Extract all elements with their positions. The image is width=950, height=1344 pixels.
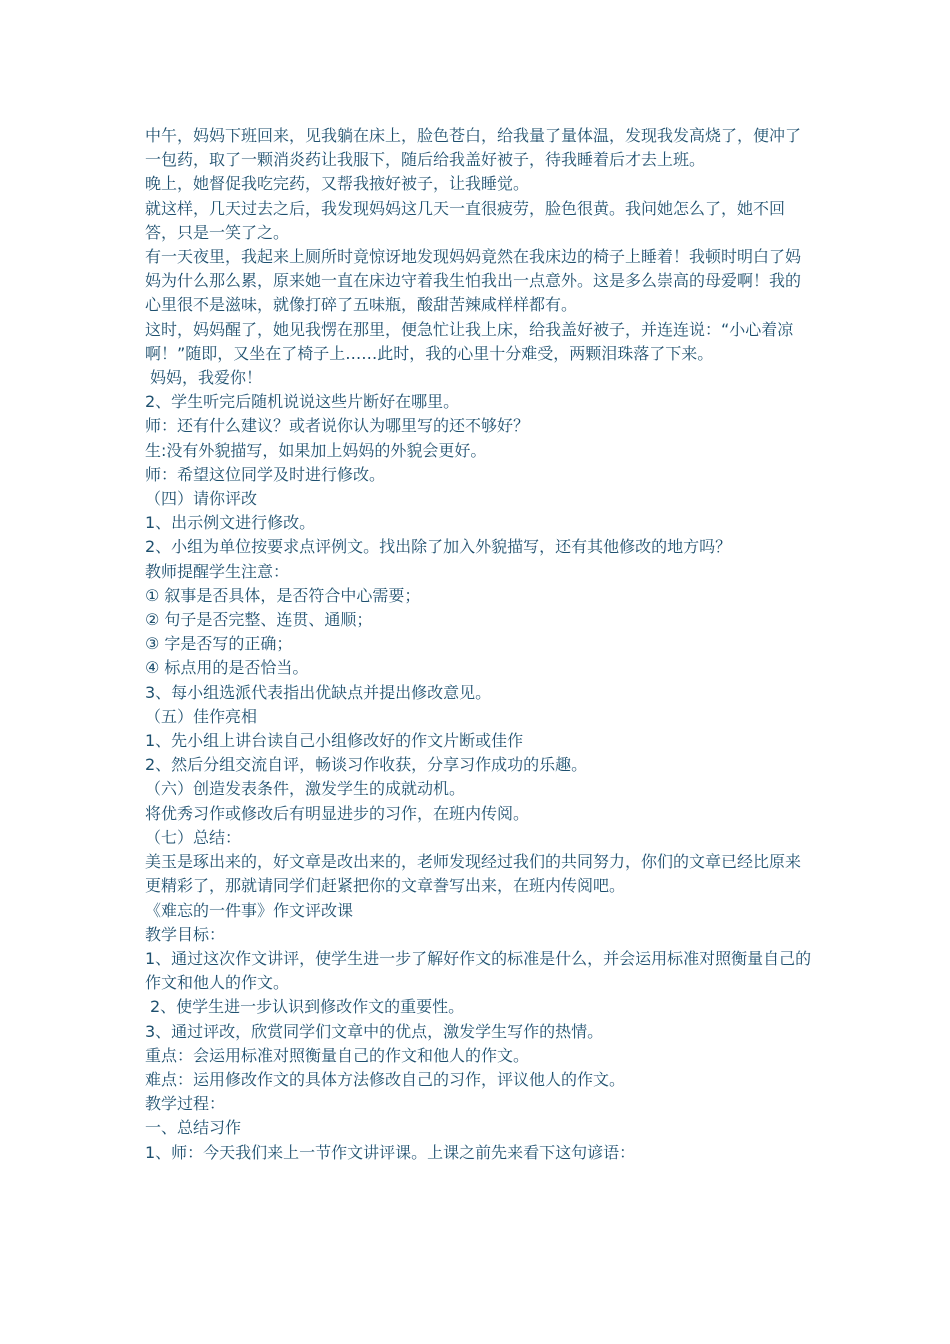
- section-heading: （七）总结：: [145, 827, 242, 847]
- section-heading: （五）佳作亮相: [145, 706, 258, 726]
- paragraph: 2、然后分组交流自评，畅谈习作收获，分享习作成功的乐趣。: [145, 755, 588, 775]
- paragraph: 美玉是琢出来的，好文章是改出来的，老师发现经过我们的共同努力，你们的文章已经比原来更精彩了，那就请同学们赶紧把你的文章誊写出来，在班内传阅吧。: [145, 852, 802, 896]
- paragraph: 有一天夜里，我起来上厕所时竟惊讶地发现妈妈竟然在我床边的椅子上睡着！我顿时明白了妈妈为什么那么累，原来她一直在床边守着我生怕我出一点意外。这是多么崇高的母爱啊！我的心里很不是滋味，就像打碎了五味瓶，酸甜苦辣咸样样都有。: [145, 247, 802, 315]
- paragraph: 教师提醒学生注意：: [145, 561, 290, 581]
- paragraph: 生:没有外貌描写，如果加上妈妈的外貌会更好。: [145, 440, 487, 460]
- list-item: ③ 字是否写的正确；: [145, 634, 293, 654]
- paragraph: 2、学生听完后随机说说这些片断好在哪里。: [145, 392, 460, 412]
- paragraph: 1、通过这次作文讲评，使学生进一步了解好作文的标准是什么，并会运用标准对照衡量自己的作文和他人的作文。: [145, 948, 812, 993]
- paragraph: 这时，妈妈醒了，她见我愣在那里，便急忙让我上床，给我盖好被子，并连连说：“小心着凉啊！”随即，又坐在了椅子上……此时，我的心里十分难受，两颗泪珠落了下来。: [145, 319, 794, 363]
- paragraph: 重点：会运用标准对照衡量自己的作文和他人的作文。: [145, 1045, 530, 1065]
- paragraph: 中午，妈妈下班回来，见我躺在床上，脸色苍白，给我量了量体温，发现我发高烧了，便冲了一包药，取了一颗消炎药让我服下，随后给我盖好被子，待我睡着后才去上班。: [145, 126, 802, 170]
- paragraph: 1、先小组上讲台读自己小组修改好的作文片断或佳作: [145, 731, 524, 751]
- paragraph: 师：希望这位同学及时进行修改。: [145, 464, 386, 484]
- paragraph: 2、使学生进一步认识到修改作文的重要性。: [150, 997, 465, 1017]
- list-item: ④ 标点用的是否恰当。: [145, 658, 309, 678]
- document-title: 《难忘的一件事》作文评改课: [145, 900, 354, 920]
- list-item: ② 句子是否完整、连贯、通顺；: [145, 610, 373, 630]
- paragraph: 3、通过评改，欣赏同学们文章中的优点，激发学生写作的热情。: [145, 1021, 604, 1041]
- paragraph: 难点：运用修改作文的具体方法修改自己的习作，评议他人的作文。: [145, 1069, 626, 1089]
- paragraph: 1、出示例文进行修改。: [145, 513, 316, 533]
- paragraph: 就这样，几天过去之后，我发现妈妈这几天一直很疲劳，脸色很黄。我问她怎么了，她不回答，只是一笑了之。: [145, 198, 786, 242]
- paragraph: 3、每小组选派代表指出优缺点并提出修改意见。: [145, 682, 492, 702]
- section-heading: （四）请你评改: [145, 489, 258, 509]
- paragraph: 将优秀习作或修改后有明显进步的习作，在班内传阅。: [145, 803, 530, 823]
- section-heading: 教学过程：: [145, 1094, 226, 1114]
- paragraph: 妈妈，我爱你！: [150, 368, 263, 388]
- section-heading: 教学目标：: [145, 924, 226, 944]
- paragraph: 1、师：今天我们来上一节作文讲评课。上课之前先来看下这句谚语：: [145, 1142, 636, 1162]
- paragraph: 晚上，她督促我吃完药，又帮我掖好被子，让我睡觉。: [145, 174, 530, 194]
- paragraph: 2、小组为单位按要求点评例文。找出除了加入外貌描写，还有其他修改的地方吗？: [145, 537, 732, 557]
- section-heading: （六）创造发表条件，激发学生的成就动机。: [145, 779, 466, 799]
- list-item: ① 叙事是否具体，是否符合中心需要；: [145, 585, 421, 605]
- section-heading: 一、总结习作: [145, 1118, 242, 1138]
- paragraph: 师：还有什么建议？或者说你认为哪里写的还不够好？: [145, 416, 530, 436]
- document-body: [145, 124, 815, 1165]
